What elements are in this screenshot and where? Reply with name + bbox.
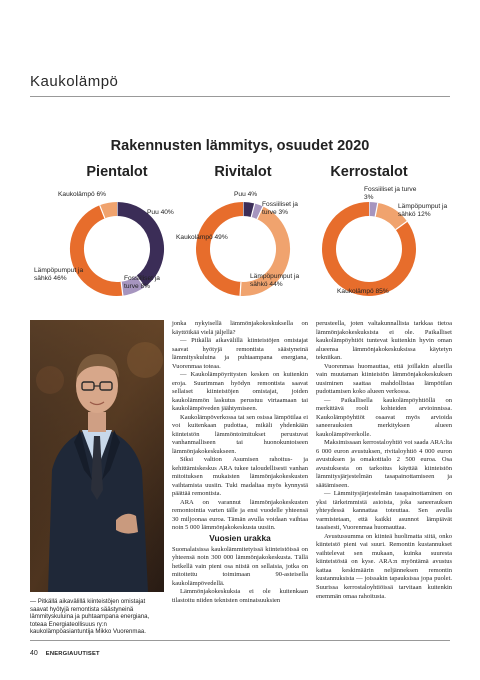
paragraph: Suomalaisissa kaukolämmitetyissä kiinteistöissä on yhteensä noin 300 000 lämmönjakokeskusta. Tällä hetkellä vain pieni osa niistä on sellaisia, jotka on mitoitettu toimimaan 90-asteisella kaukolämpövedellä. [172, 545, 308, 587]
paragraph: perusteella, joten valtakunnallista tarkkaa tietoa lämmönjakokeskuksista ei ole. Paikalliset kaukolämpöyhtiöt tuntevat kuitenkin hyvin oman alueensa lämmönjakokeskuksissa käytetyn tekniikan. [316, 320, 452, 362]
paragraph: Avustussumma on kiinteä huolimatta siitä, onko kiinteistö pieni vai suuri. Remontin kustannukset vaihtelevat sen mukaan, kuinka suuresta kiinteistöstä on kyse. ARA:n myöntämä avustus kattaa keskimäärin neljänneksen remontin kustannuksista — joissakin tapauksissa jopa puolet. Suurissa kerrostaloyhtiöissä tarvitaan kuitenkin enemmän omaa rahoitusta. [316, 532, 452, 600]
footer [30, 650, 100, 657]
text-column-2 [316, 320, 452, 601]
magazine-name: ENERGIAUUTISET [45, 651, 100, 657]
slice-label: Fossiiliset ja turve 8% [124, 275, 160, 290]
paragraph: — Pitkällä aikavälillä kiinteistöjen omistajat saavat hyötyjä remontista säästyneinä lämmityskuluina ja puhtaampana energiana, Vuorenmaa toteaa. [172, 337, 308, 370]
donut-head-pientalot: Pientalot [86, 164, 148, 180]
slice-label: Lämpöpumput ja sähkö 46% [34, 267, 84, 282]
slice-label: Kaukolämpö 49% [176, 234, 228, 241]
slice-label: Fossiiliset ja turve 3% [364, 186, 417, 201]
paragraph: Lämmönjakokeskuksia ei ole kuitenkaan tilastoitu niiden teknisten ominaisuuksien [172, 588, 308, 604]
section-rule [30, 96, 450, 97]
paragraph: Siksi valtion Asumisen rahoitus- ja kehittämiskeskus ARA tukee taloudellisesti vanhan mitoituksen mukaisten lämmönjakokeskusten vaihtamista uusiin. Tuki madaltaa myös kynnystä päättää remontista. [172, 456, 308, 498]
slice-label: Fossiiliset ja turve 3% [262, 201, 298, 216]
paragraph: jonka nykyisellä lämmönjakokeskuksella on käyttöikää vielä jäljellä? [172, 320, 308, 336]
paragraph: — Paikallisella kaukolämpöyhtiöllä on merkittävä rooli kohteiden arvioinnissa. Kaukolämpöyhtiöt osaavat myös arvioida saneerauksien merkityksen alueen kaukolämpöverkolle. [316, 396, 452, 438]
paragraph: Maksimissaan kerrostaloyhtiö voi saada ARA:lta 6 000 euron avustuksen, rivitaloyhtiö 4 000 euron avustuksen ja omakotitalo 2 500 euroa. Osa avustuksesta on tarkoitus käyttää kiinteistön lämmitysjärjestelmän tasapainottamiseen ja säätämiseen. [316, 439, 452, 489]
section-title: Kaukolämpö [30, 73, 119, 90]
portrait-photo [30, 320, 164, 592]
donut-slice-0-3 [102, 209, 117, 212]
slice-label: Kaukolämpö 6% [58, 191, 107, 198]
subheading: Vuosien urakka [209, 532, 271, 543]
slice-label: Puu 4% [234, 191, 258, 198]
slice-label: Lämpöpumput ja sähkö 12% [398, 203, 448, 218]
page-number: 40 [30, 650, 38, 657]
donut-head-rivitalot: Rivitalot [214, 164, 272, 180]
donut-slice-1-3 [203, 209, 243, 289]
donut-slice-1-1 [253, 210, 260, 213]
slice-label: Puu 40% [147, 209, 174, 216]
donut-slice-1-0 [243, 209, 253, 210]
donut-slice-0-0 [117, 209, 157, 281]
chart-title: Rakennusten lämmitys, osuudet 2020 [110, 138, 370, 154]
slice-label: Lämpöpumput ja sähkö 44% [250, 273, 300, 288]
paragraph: Kaukolämpöverkossa tai sen osissa lämpötilaa ei voi kuitenkaan pudottaa, mikäli yhdenkään kiinteistön lämmöntoimitukset perustuvat vanhanmalliseen tai huonokuntoiseen lämmönjakokeskukseen. [172, 413, 308, 455]
photo-caption: — Pitkällä aikavälillä kiinteistöjen omistajat saavat hyötyjä remontista säästyneinä lämmityskuluina ja puhtaampana energiana, toteaa Energiateollisuus ry:n kaukolämpöasiantuntija Mikko Vuorenmaa. [30, 598, 150, 635]
paragraph: — Lämmitysjärjestelmän tasapainottaminen on yksi tärkeimmistä asioista, joka saneerauksen yhteydessä kannattaa toteuttaa. Sen avulla varmistetaan, että kaikki asunnot lämpiävät tasaisesti, Vuorenmaa huomauttaa. [316, 490, 452, 532]
paragraph: — Kaukolämpöyritysten kesken on kuitenkin eroja. Suurimman hyödyn remontista saavat sellaiset kiinteistöjen omistajat, joiden kaukolämmön laskutus perustuu virtaamaan tai kaukolämpöveden jäähtymiseen. [172, 371, 308, 413]
slice-label: Kaukolämpö 85% [337, 288, 389, 295]
donut-slice-2-0 [369, 209, 376, 210]
paragraph: ARA on varannut lämmönjakokeskusten remontointia varten tälle ja ensi vuodelle yhteensä 30 miljoonaa euroa. Tämän avulla voidaan vaihtaa noin 5 000 lämmönjakokeskusta uusiin. [172, 498, 308, 532]
donut-head-kerrostalot: Kerrostalot [330, 164, 408, 180]
paragraph: Vuorenmaa huomauttaa, että joillakin alueilla vain muutaman kiinteistön lämmönjakokeskuksen uusiminen saattaa mahdollistaa lämpötilan pudottamisen koko alueen verkossa. [316, 362, 452, 396]
text-column-1 [172, 320, 308, 606]
footer-rule [30, 640, 450, 641]
